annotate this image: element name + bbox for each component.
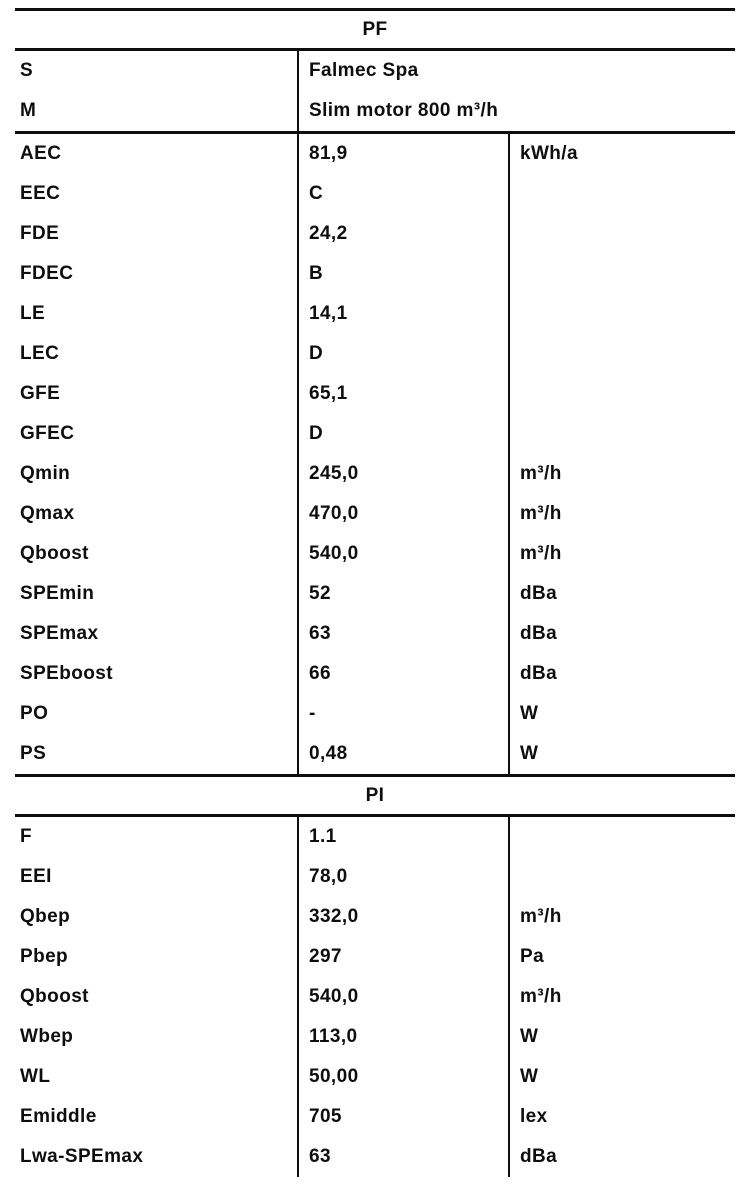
row-label: LE [20,303,46,324]
row-value: 63 [297,1137,508,1177]
table-row [15,857,735,897]
row-label: Qmax [20,503,75,524]
row-value: 24,2 [297,214,508,254]
table-row [15,817,735,857]
row-unit: m³/h [508,494,735,534]
row-unit [508,857,735,897]
pi-data-section [15,817,735,1177]
row-label: Pbep [20,946,69,967]
row-value: 540,0 [297,534,508,574]
row-value: 63 [297,614,508,654]
row-unit: m³/h [508,534,735,574]
row-label: LEC [20,343,60,364]
row-unit [508,254,735,294]
row-value: 78,0 [297,857,508,897]
row-label: AEC [20,143,62,164]
row-value: 14,1 [297,294,508,334]
row-value: D [297,414,508,454]
row-value: 297 [297,937,508,977]
table-row [15,494,735,534]
row-value: 0,48 [297,734,508,774]
row-unit: dBa [508,614,735,654]
table-row [15,1017,735,1057]
row-value: 81,9 [297,134,508,174]
row-label: Qmin [20,463,71,484]
row-unit: W [508,1017,735,1057]
row-unit [508,294,735,334]
row-unit: W [508,694,735,734]
row-unit: lex [508,1097,735,1137]
row-label: S [20,60,34,81]
pf-section-title: PF [362,18,388,40]
table-row [15,334,735,374]
table-row [15,254,735,294]
pi-section-title: PI [365,784,385,806]
row-unit [508,334,735,374]
table-row [15,694,735,734]
pi-section-header [15,777,735,817]
row-value: 705 [297,1097,508,1137]
row-label: FDE [20,223,60,244]
row-unit [508,817,735,857]
row-label: Qbep [20,906,71,927]
row-value: D [297,334,508,374]
row-label: Qboost [20,543,89,564]
table-row [15,734,735,774]
row-label: SPEmin [20,583,95,604]
table-row [15,977,735,1017]
table-row [15,534,735,574]
product-fiche-table [15,8,735,1177]
pf-section-header [15,8,735,51]
row-label: Qboost [20,986,89,1007]
row-label: WL [20,1066,51,1087]
table-row [15,574,735,614]
row-label: EEC [20,183,61,204]
row-value: 52 [297,574,508,614]
table-row [15,937,735,977]
row-value: 470,0 [297,494,508,534]
row-value: 66 [297,654,508,694]
row-value: 540,0 [297,977,508,1017]
row-value: 1.1 [297,817,508,857]
row-label: M [20,100,37,121]
row-value: B [297,254,508,294]
row-unit: W [508,734,735,774]
row-label: PO [20,703,49,724]
row-value: Falmec Spa [297,51,735,91]
table-row [15,91,735,131]
row-label: SPEboost [20,663,113,684]
row-value: 332,0 [297,897,508,937]
table-row [15,654,735,694]
row-value: 245,0 [297,454,508,494]
row-label: EEI [20,866,52,887]
table-row [15,294,735,334]
table-row [15,1137,735,1177]
row-label: GFE [20,383,61,404]
row-label: SPEmax [20,623,99,644]
table-row [15,51,735,91]
row-unit [508,374,735,414]
row-label: Emiddle [20,1106,97,1127]
row-unit: m³/h [508,977,735,1017]
table-row [15,1057,735,1097]
table-row [15,414,735,454]
table-row [15,614,735,654]
row-label: FDEC [20,263,74,284]
row-unit [508,414,735,454]
table-row [15,454,735,494]
table-row [15,374,735,414]
row-unit: W [508,1057,735,1097]
row-label: PS [20,743,47,764]
row-value: C [297,174,508,214]
row-value: 65,1 [297,374,508,414]
row-unit: dBa [508,1137,735,1177]
table-row [15,134,735,174]
row-unit: m³/h [508,897,735,937]
row-unit [508,174,735,214]
row-value: - [297,694,508,734]
table-row [15,174,735,214]
row-label: F [20,826,33,847]
row-unit: kWh/a [508,134,735,174]
row-label: GFEC [20,423,75,444]
row-unit: dBa [508,654,735,694]
row-unit: Pa [508,937,735,977]
table-row [15,214,735,254]
row-value: Slim motor 800 m³/h [297,91,735,131]
table-row [15,1097,735,1137]
pf-info-section [15,51,735,134]
row-unit: m³/h [508,454,735,494]
row-value: 113,0 [297,1017,508,1057]
row-value: 50,00 [297,1057,508,1097]
row-label: Lwa-SPEmax [20,1146,144,1167]
row-label: Wbep [20,1026,74,1047]
table-row [15,897,735,937]
row-unit: dBa [508,574,735,614]
pf-data-section [15,134,735,777]
row-unit [508,214,735,254]
